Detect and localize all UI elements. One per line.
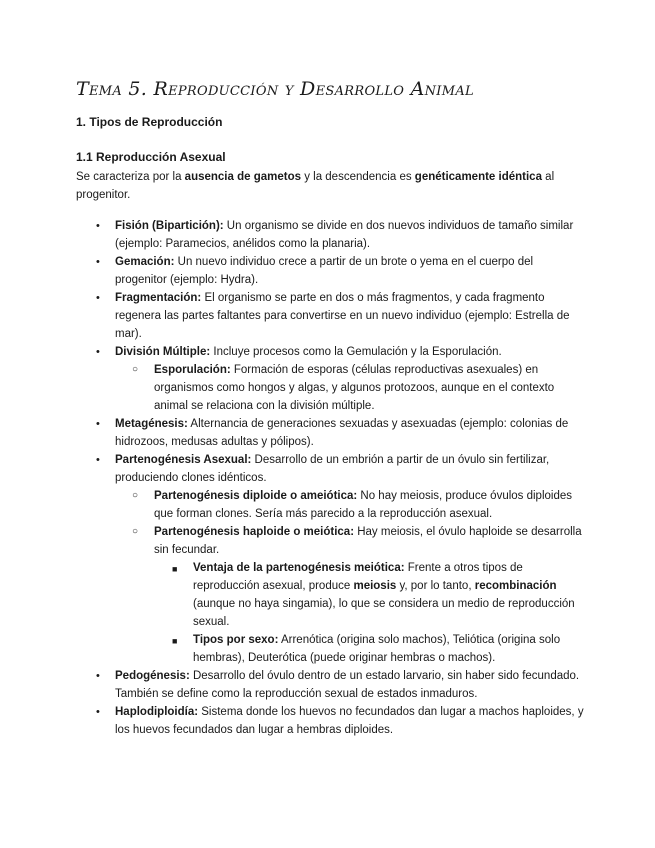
page-title: Tema 5. Reproducción y Desarrollo Animal [76, 78, 474, 100]
item-text: El organismo se parte en dos o más fragmentos, y cada fragmento regenera las partes faltantes para convertirse en un nuevo individuo (ejemplo: Estrella de mar). [115, 292, 570, 340]
list-item [76, 415, 586, 451]
intro-bold: ausencia de gametos [184, 171, 301, 183]
item-text: Formación de esporas (células reproductivas asexuales) en organismos como hongos y algas, y algunos protozoos, aunque en el contexto animal se relaciona con la división múltiple. [154, 364, 555, 412]
bullet-icon: • [96, 346, 100, 358]
item-text: Desarrollo de un embrión a partir de un óvulo sin fertilizar, produciendo clones idénticos. [115, 454, 550, 484]
subsection-heading: 1.1 Reproducción Asexual [76, 150, 226, 164]
sub-list-item [115, 523, 586, 667]
sub-list [115, 361, 586, 415]
item-text: Alternancia de generaciones sexuadas y asexuadas (ejemplo: colonias de hidrozoos, medusas adultas y pólipos). [115, 418, 569, 448]
intro-paragraph [76, 168, 556, 204]
sub-list [115, 487, 586, 667]
item-term: Tipos por sexo: [193, 634, 279, 646]
item-text: y, por lo tanto, [396, 580, 475, 592]
bullet-list [76, 217, 586, 739]
square-bullet-icon: ■ [172, 564, 178, 574]
item-term: Fragmentación: [115, 292, 202, 304]
circle-bullet-icon: ○ [132, 364, 139, 375]
intro-text: y la descendencia es [301, 171, 415, 183]
list-item [76, 289, 586, 343]
item-text: Arrenótica (origina solo machos), Teliótica (origina solo hembras), Deuterótica (puede originar hembras o machos). [193, 634, 561, 664]
item-term: Metagénesis: [115, 418, 188, 430]
item-bold: recombinación [474, 580, 557, 592]
item-term: Ventaja de la partenogénesis meiótica: [193, 562, 405, 574]
circle-bullet-icon: ○ [132, 490, 139, 501]
bullet-icon: • [96, 292, 100, 304]
item-term: Esporulación: [154, 364, 231, 376]
item-text: Sistema donde los huevos no fecundados dan lugar a machos haploides, y los huevos fecundados dan lugar a hembras diploides. [115, 706, 584, 736]
bullet-icon: • [96, 454, 100, 466]
item-text: Un organismo se divide en dos nuevos individuos de tamaño similar (ejemplo: Paramecios, anélidos como la planaria). [115, 220, 574, 250]
list-item [76, 217, 586, 253]
item-text: Frente a otros tipos de reproducción asexual, produce [193, 562, 523, 592]
item-term: Haplodiploidía: [115, 706, 199, 718]
item-term: Partenogénesis Asexual: [115, 454, 252, 466]
bullet-icon: • [96, 220, 100, 232]
item-text: Desarrollo del óvulo dentro de un estado larvario, sin haber sido fecundado. También se define como la reproducción sexual de estados inmaduros. [115, 670, 580, 700]
list-item [76, 451, 586, 667]
item-bold: meiosis [353, 580, 397, 592]
sub-list-item [115, 487, 586, 523]
item-text: Un nuevo individuo crece a partir de un brote o yema en el cuerpo del progenitor (ejemplo: Hydra). [115, 256, 534, 286]
item-term: Gemación: [115, 256, 175, 268]
item-term: Fisión (Bipartición): [115, 220, 224, 232]
item-text: (aunque no haya singamia), lo que se considera un medio de reproducción sexual. [193, 598, 575, 628]
bullet-icon: • [96, 418, 100, 430]
item-term: División Múltiple: [115, 346, 211, 358]
item-term: Partenogénesis haploide o meiótica: [154, 526, 355, 538]
sub-sub-list-item [154, 631, 586, 667]
intro-bold: genéticamente idéntica [414, 171, 542, 183]
sub-sub-list [154, 559, 586, 667]
intro-text: al progenitor. [76, 171, 555, 201]
bullet-icon: • [96, 670, 100, 682]
square-bullet-icon: ■ [172, 636, 178, 646]
sub-list-item [115, 361, 586, 415]
sub-sub-list-item [154, 559, 586, 631]
item-text: Hay meiosis, el óvulo haploide se desarrolla sin fecundar. [154, 526, 582, 556]
item-term: Partenogénesis diploide o ameiótica: [154, 490, 358, 502]
bullet-icon: • [96, 706, 100, 718]
section-heading: 1. Tipos de Reproducción [76, 115, 223, 129]
item-text: Incluye procesos como la Gemulación y la Esporulación. [210, 346, 502, 358]
list-item [76, 343, 586, 415]
intro-text: Se caracteriza por la [76, 171, 185, 183]
list-item [76, 703, 586, 739]
item-term: Pedogénesis: [115, 670, 190, 682]
list-item [76, 253, 586, 289]
item-text: No hay meiosis, produce óvulos diploides que forman clones. Sería más parecido a la reproducción asexual. [154, 490, 573, 520]
bullet-icon: • [96, 256, 100, 268]
circle-bullet-icon: ○ [132, 526, 139, 537]
list-item [76, 667, 586, 703]
